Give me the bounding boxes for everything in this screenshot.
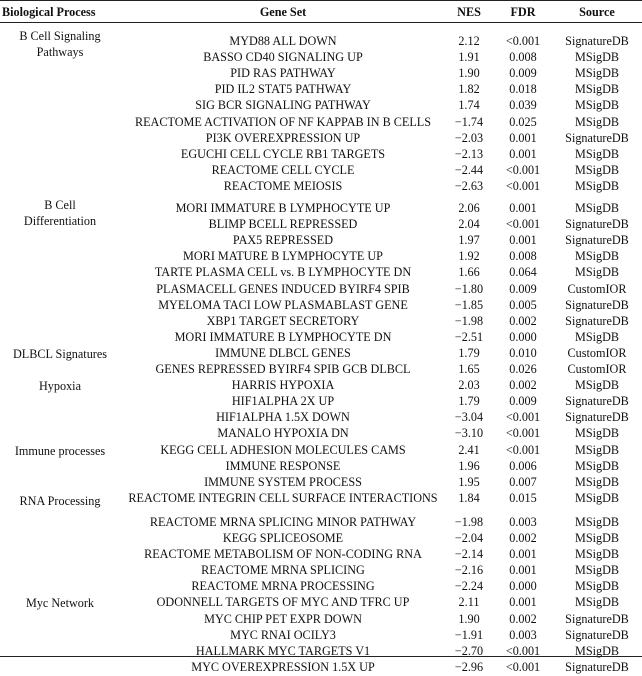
fdr-cell: <0.001 [505, 426, 541, 441]
biological-process-label [0, 28, 120, 60]
fdr-cell: 0.018 [509, 82, 537, 97]
nes-cell: −2.14 [454, 547, 484, 562]
source-cell: MSigDB [574, 114, 620, 129]
source-cell: SignatureDB [565, 659, 629, 674]
nes-cell: 1.90 [458, 611, 480, 626]
gene-set-cell: SIG BCR SIGNALING PATHWAY [195, 98, 371, 113]
gene-set-cell: REACTOME INTEGRIN CELL SURFACE INTERACTIONS [128, 490, 438, 505]
fdr-cell: 0.026 [509, 362, 537, 376]
fdr-cell: 0.025 [509, 114, 537, 129]
nes-cell: 1.65 [458, 362, 480, 376]
nes-cell: 1.84 [458, 490, 480, 505]
gene-set-cell: REACTOME ACTIVATION OF NF KAPPAB IN B CELLS [134, 114, 432, 129]
nes-cell: 2.06 [458, 201, 480, 215]
gene-set-cell: REACTOME METABOLISM OF NON-CODING RNA [144, 547, 422, 562]
gene-set-cell: EGUCHI CELL CYCLE RB1 TARGETS [180, 146, 386, 161]
gene-set-cell: PLASMACELL GENES INDUCED BYIRF4 SPIB [156, 281, 410, 296]
nes-cell: −3.10 [454, 426, 484, 441]
source-cell: MSigDB [574, 378, 620, 393]
gene-set-cell: GENES REPRESSED BYIRF4 SPIB GCB DLBCL [155, 362, 411, 376]
source-cell: MSigDB [574, 643, 620, 658]
source-cell: CustomIOR [567, 345, 627, 360]
biological-process-label [0, 443, 120, 459]
nes-cell: 1.96 [458, 458, 480, 473]
header-fdr: FDR [510, 5, 536, 19]
header-biological-process: Biological Process [2, 5, 96, 19]
nes-cell: 1.90 [458, 66, 480, 81]
nes-cell: −1.85 [454, 297, 484, 312]
gene-set-cell: PAX5 REPRESSED [232, 233, 334, 248]
nes-cell: 1.74 [458, 98, 480, 113]
source-cell: SignatureDB [565, 233, 629, 248]
fdr-cell: <0.001 [505, 410, 541, 425]
fdr-cell: <0.001 [505, 217, 541, 232]
table-header [0, 0, 642, 23]
fdr-cell: 0.005 [509, 297, 537, 312]
gene-set-cell: MYELOMA TACI LOW PLASMABLAST GENE [158, 297, 408, 312]
source-cell: SignatureDB [565, 627, 629, 642]
biological-process-line: B Cell [44, 198, 76, 212]
source-cell: MSigDB [574, 265, 620, 280]
biological-process-line: Hypoxia [39, 379, 81, 394]
source-cell: MSigDB [574, 514, 620, 529]
source-cell: MSigDB [574, 426, 620, 441]
fdr-cell: 0.003 [509, 627, 537, 642]
gene-set-cell: REACTOME MRNA PROCESSING [191, 579, 375, 594]
fdr-cell: 0.006 [509, 458, 537, 473]
biological-process-label [0, 346, 120, 362]
fdr-cell: 0.002 [509, 611, 537, 626]
fdr-cell: 0.001 [509, 201, 537, 215]
gene-set-cell: MORI IMMATURE B LYMPHOCYTE DN [174, 329, 392, 344]
gene-set-cell: PID RAS PATHWAY [230, 66, 336, 81]
source-cell: CustomIOR [567, 281, 627, 296]
nes-cell: 1.82 [458, 82, 480, 97]
fdr-cell: 0.039 [509, 98, 537, 113]
source-cell: MSigDB [574, 595, 620, 610]
fdr-cell: 0.001 [509, 130, 537, 145]
source-cell: SignatureDB [565, 313, 629, 328]
source-cell: MSigDB [574, 579, 620, 594]
fdr-cell: 0.001 [509, 595, 537, 610]
gene-set-cell: REACTOME MEIOSIS [223, 178, 343, 193]
nes-cell: −3.04 [454, 410, 484, 425]
gene-set-cell: MANALO HYPOXIA DN [217, 426, 349, 441]
fdr-cell: 0.001 [509, 233, 537, 248]
gene-set-cell: XBP1 TARGET SECRETORY [206, 313, 360, 328]
nes-cell: −2.63 [454, 178, 484, 193]
fdr-cell: 0.002 [509, 378, 537, 393]
biological-process-line: Immune processes [14, 443, 106, 458]
nes-cell: −1.91 [454, 627, 484, 642]
source-cell: SignatureDB [565, 34, 629, 48]
nes-cell: −2.44 [454, 162, 484, 177]
fdr-cell: 0.008 [509, 249, 537, 264]
source-cell: MSigDB [574, 249, 620, 264]
nes-cell: −2.51 [454, 329, 484, 344]
fdr-cell: 0.000 [509, 329, 537, 344]
nes-cell: −2.70 [454, 643, 484, 658]
source-cell: MSigDB [574, 442, 620, 457]
header-source: Source [579, 5, 615, 19]
source-cell: MSigDB [574, 547, 620, 562]
gene-set-cell: HALLMARK MYC TARGETS V1 [195, 643, 371, 658]
nes-cell: 2.12 [458, 34, 480, 48]
fdr-cell: 0.010 [509, 345, 537, 360]
source-cell: MSigDB [574, 531, 620, 545]
fdr-cell: 0.001 [509, 547, 537, 562]
gene-set-cell: HARRIS HYPOXIA [231, 378, 335, 393]
gene-set-cell: KEGG SPLICEOSOME [222, 531, 344, 545]
nes-cell: −2.16 [454, 563, 484, 578]
nes-cell: −1.74 [454, 114, 484, 129]
biological-process-line: B Cell Signaling [19, 29, 101, 43]
nes-cell: 1.66 [458, 265, 480, 280]
source-cell: MSigDB [574, 563, 620, 578]
header-gene-set: Gene Set [259, 5, 307, 19]
source-cell: MSigDB [574, 201, 620, 215]
fdr-cell: <0.001 [505, 659, 541, 674]
gene-set-cell: MYC CHIP PET EXPR DOWN [204, 611, 362, 626]
nes-cell: 1.79 [458, 394, 480, 409]
nes-cell: 2.04 [458, 217, 480, 232]
source-cell: SignatureDB [565, 394, 629, 409]
source-cell: MSigDB [574, 474, 620, 489]
fdr-cell: 0.001 [509, 146, 537, 161]
nes-cell: −1.80 [454, 281, 484, 296]
biological-process-label [0, 493, 120, 509]
gene-set-cell: MORI MATURE B LYMPHOCYTE UP [183, 249, 383, 264]
source-cell: MSigDB [574, 98, 620, 113]
fdr-cell: 0.008 [509, 50, 537, 65]
nes-cell: −2.04 [454, 531, 484, 545]
gene-set-cell: TARTE PLASMA CELL vs. B LYMPHOCYTE DN [154, 265, 412, 280]
source-cell: MSigDB [574, 82, 620, 97]
source-cell: CustomIOR [567, 362, 627, 376]
gene-set-cell: MYC RNAI OCILY3 [230, 627, 336, 642]
gene-set-cell: MORI IMMATURE B LYMPHOCYTE UP [175, 201, 391, 215]
biological-process-label [0, 378, 120, 394]
nes-cell: 2.11 [458, 595, 480, 610]
fdr-cell: 0.009 [509, 66, 537, 81]
source-cell: MSigDB [574, 178, 620, 193]
source-cell: SignatureDB [565, 130, 629, 145]
gene-set-cell: BLIMP BCELL REPRESSED [208, 217, 358, 232]
biological-process-line: DLBCL Signatures [13, 346, 107, 361]
gene-set-cell: ODONNELL TARGETS OF MYC AND TFRC UP [156, 595, 410, 610]
source-cell: SignatureDB [565, 217, 629, 232]
fdr-cell: <0.001 [505, 162, 541, 177]
fdr-cell: 0.009 [509, 394, 537, 409]
nes-cell: 1.97 [458, 233, 480, 248]
source-cell: MSigDB [574, 162, 620, 177]
nes-cell: 1.95 [458, 474, 480, 489]
gene-set-cell: IMMUNE DLBCL GENES [215, 345, 351, 360]
nes-cell: −1.98 [454, 514, 484, 529]
gene-set-cell: HIF1ALPHA 1.5X DOWN [216, 410, 350, 425]
source-cell: MSigDB [574, 50, 620, 65]
source-cell: SignatureDB [565, 410, 629, 425]
nes-cell: −2.24 [454, 579, 484, 594]
fdr-cell: 0.003 [509, 514, 537, 529]
gene-set-cell: IMMUNE RESPONSE [225, 458, 341, 473]
fdr-cell: <0.001 [505, 178, 541, 193]
biological-process-line: Myc Network [25, 596, 95, 611]
biological-process-line: RNA Processing [19, 493, 101, 508]
gene-set-cell: PI3K OVEREXPRESSION UP [205, 130, 361, 145]
biological-process-line: Pathways [36, 45, 84, 59]
gene-set-cell: MYD88 ALL DOWN [229, 34, 337, 48]
gene-set-cell: MYC OVEREXPRESSION 1.5X UP [191, 659, 375, 674]
nes-cell: 1.92 [458, 249, 480, 264]
gene-set-cell: BASSO CD40 SIGNALING UP [203, 50, 363, 65]
fdr-cell: 0.001 [509, 563, 537, 578]
fdr-cell: 0.064 [509, 265, 537, 280]
nes-cell: −2.03 [454, 130, 484, 145]
fdr-cell: 0.007 [509, 474, 537, 489]
fdr-cell: 0.009 [509, 281, 537, 296]
source-cell: SignatureDB [565, 297, 629, 312]
bottom-rule [0, 656, 642, 657]
source-cell: MSigDB [574, 146, 620, 161]
source-cell: SignatureDB [565, 611, 629, 626]
nes-cell: 1.91 [458, 50, 480, 65]
gene-set-cell: PID IL2 STAT5 PATHWAY [214, 82, 352, 97]
nes-cell: −2.96 [454, 659, 484, 674]
gene-set-cell: KEGG CELL ADHESION MOLECULES CAMS [160, 442, 406, 457]
fdr-cell: 0.015 [509, 490, 537, 505]
fdr-cell: <0.001 [505, 442, 541, 457]
biological-process-label [0, 197, 120, 229]
source-cell: MSigDB [574, 490, 620, 505]
nes-cell: −2.13 [454, 146, 484, 161]
source-cell: MSigDB [574, 329, 620, 344]
biological-process-line: Differentiation [23, 214, 97, 228]
header-nes: NES [457, 5, 481, 19]
gene-set-cell: HIF1ALPHA 2X UP [231, 394, 335, 409]
nes-cell: −1.98 [454, 313, 484, 328]
fdr-cell: 0.002 [509, 531, 537, 545]
fdr-cell: <0.001 [505, 34, 541, 48]
gene-set-cell: REACTOME CELL CYCLE [211, 162, 355, 177]
fdr-cell: <0.001 [505, 643, 541, 658]
source-cell: MSigDB [574, 458, 620, 473]
gene-set-cell: IMMUNE SYSTEM PROCESS [204, 474, 362, 489]
nes-cell: 2.41 [458, 442, 480, 457]
nes-cell: 1.79 [458, 345, 480, 360]
gene-set-cell: REACTOME MRNA SPLICING [201, 563, 365, 578]
fdr-cell: 0.002 [509, 313, 537, 328]
biological-process-label [0, 595, 120, 611]
source-cell: MSigDB [574, 66, 620, 81]
fdr-cell: 0.000 [509, 579, 537, 594]
gene-set-cell: REACTOME MRNA SPLICING MINOR PATHWAY [149, 514, 417, 529]
nes-cell: 2.03 [458, 378, 480, 393]
